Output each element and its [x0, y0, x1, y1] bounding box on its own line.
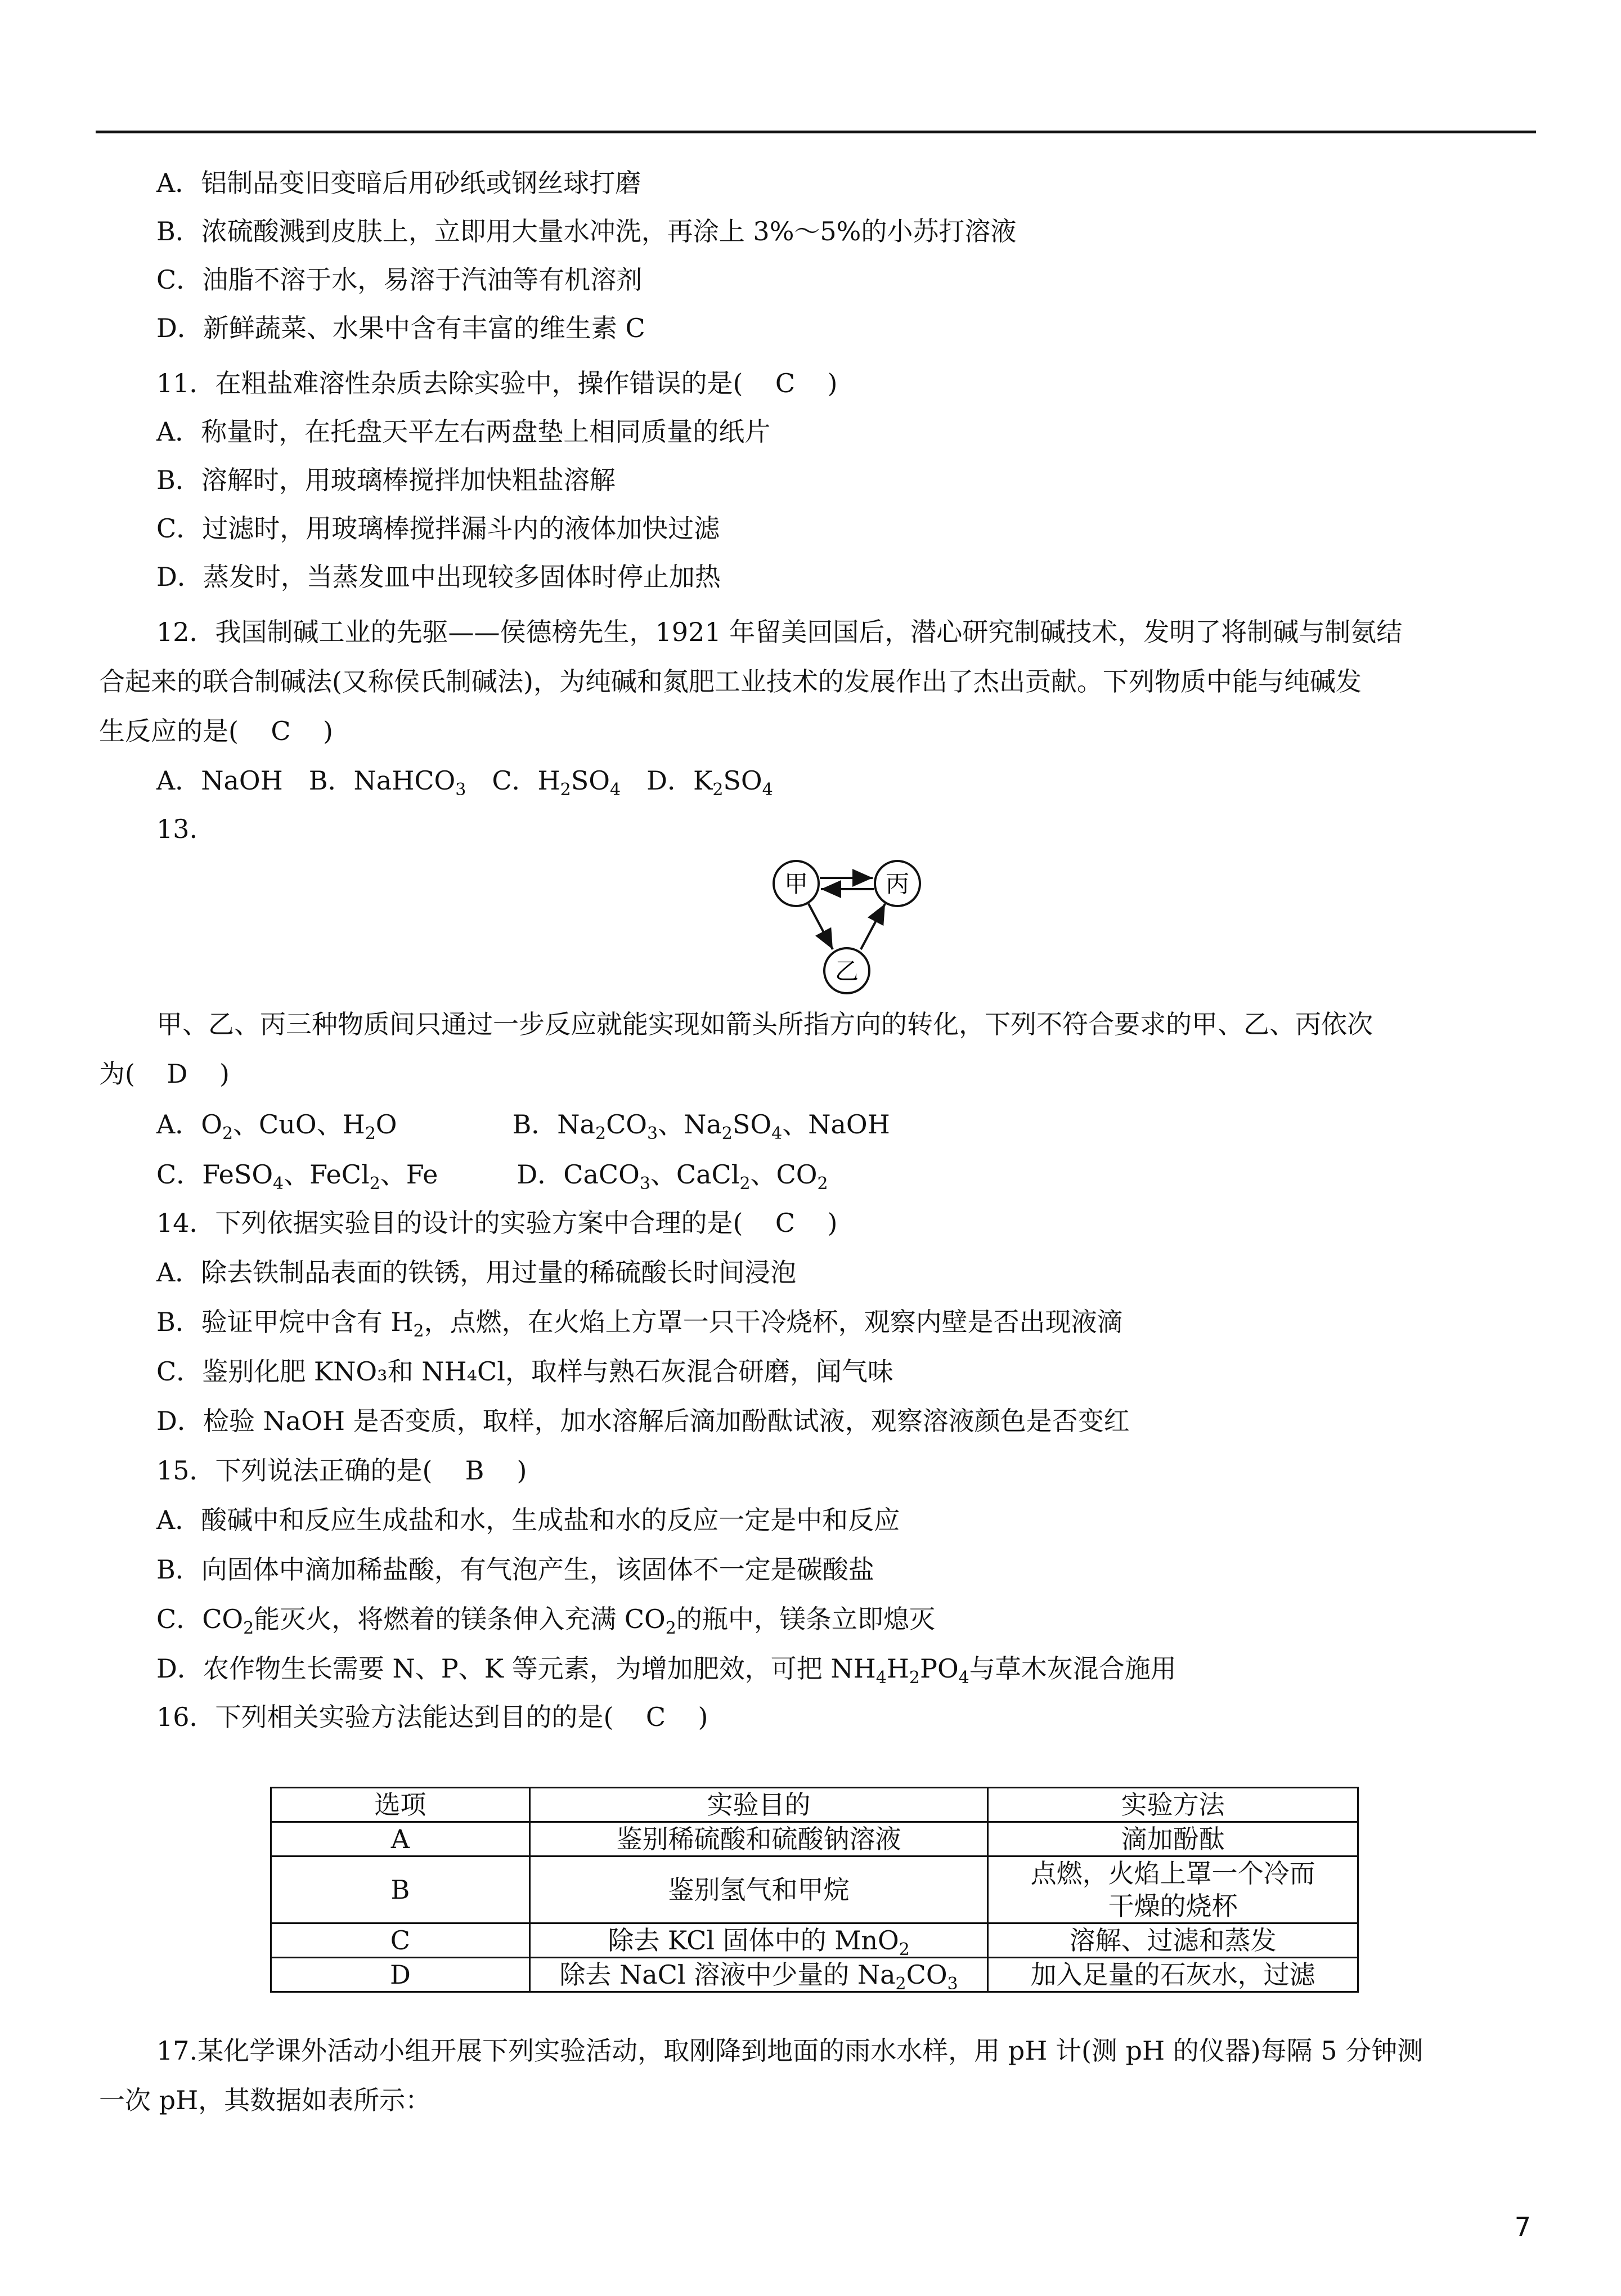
q15-stem: 15．下列说法正确的是( B )	[156, 1454, 527, 1487]
table-cell-line: 干燥的烧杯	[1108, 1891, 1238, 1921]
table-cell: 鉴别氢气和甲烷	[529, 1856, 987, 1923]
table-cell: 鉴别稀硫酸和硫酸钠溶液	[529, 1822, 987, 1856]
q15-option-d: D．农作物生长需要 N、P、K 等元素，为增加肥效，可把 $NH_4H_2PO_4$与草木灰混合施用	[156, 1653, 1177, 1688]
q13-line-1: 甲、乙、丙三种物质间只通过一步反应就能实现如箭头所指方向的转化，下列不符合要求的甲、乙、丙依次	[156, 1009, 1373, 1039]
q14-answer: C	[775, 1208, 796, 1238]
table-cell: 加入足量的石灰水，过滤	[988, 1958, 1358, 1992]
q17-line-1: 17.某化学课外活动小组开展下列实验活动，取刚降到地面的雨水水样，用 pH 计(测 pH 的仪器)每隔 5 分钟测	[156, 2035, 1424, 2066]
q14-stem: 14．下列依据实验目的设计的实验方案中合理的是( C )	[156, 1206, 837, 1240]
table-header-cell: 实验方法	[988, 1788, 1358, 1822]
table-cell	[988, 1856, 1358, 1923]
header-rule	[96, 131, 1536, 133]
q16-answer: C	[645, 1702, 666, 1732]
node-jia-label: 甲	[784, 870, 809, 898]
table-row	[271, 1923, 1358, 1958]
q11-stem: 11．在粗盐难溶性杂质去除实验中，操作错误的是( C )	[156, 366, 837, 400]
q12-line-3: 生反应的是( C )	[99, 714, 333, 748]
q12-answer: C	[271, 716, 291, 746]
table-header-cell: 实验目的	[529, 1788, 987, 1822]
q14-option-b: B．验证甲烷中含有 $H_2$，点燃，在火焰上方罩一只干冷烧杯，观察内壁是否出现液滴	[156, 1307, 1123, 1341]
table-cell: C	[271, 1923, 530, 1958]
table-row	[271, 1958, 1358, 1992]
q14-option-c: C．鉴别化肥 KNO₃和 NH₄Cl，取样与熟石灰混合研磨，闻气味	[156, 1356, 893, 1387]
table-cell: 除去 NaCl 溶液中少量的 $Na_2CO_3$	[529, 1958, 987, 1992]
q14-option-a: A．除去铁制品表面的铁锈，用过量的稀硫酸长时间浸泡	[156, 1257, 797, 1288]
q15-option-b: B．向固体中滴加稀盐酸，有气泡产生，该固体不一定是碳酸盐	[156, 1554, 874, 1585]
q17-line-2: 一次 pH，其数据如表所示：	[99, 2085, 432, 2115]
table-cell: 滴加酚酞	[988, 1822, 1358, 1856]
q13-answer: D	[167, 1059, 188, 1089]
q11-option-b: B．溶解时，用玻璃棒搅拌加快粗盐溶解	[156, 465, 616, 495]
q13-line-2: 为( D )	[99, 1057, 230, 1091]
q15-option-a: A．酸碱中和反应生成盐和水，生成盐和水的反应一定是中和反应	[156, 1505, 900, 1535]
node-yi-label: 乙	[834, 957, 859, 985]
q12-line-2: 合起来的联合制碱法(又称侯氏制碱法)，为纯碱和氮肥工业技术的发展作出了杰出贡献。下列物质中能与纯碱发	[99, 666, 1362, 697]
table-row	[271, 1822, 1358, 1856]
arrow-jia-to-yi	[809, 904, 833, 949]
q10-option-b: B．浓硫酸溅到皮肤上，立即用大量水冲洗，再涂上 3%～5%的小苏打溶液	[156, 216, 1017, 246]
q13-number: 13.	[156, 814, 198, 844]
q10-option-d: D．新鲜蔬菜、水果中含有丰富的维生素 C	[156, 313, 645, 343]
table-row	[271, 1856, 1358, 1923]
table-cell: A	[271, 1822, 530, 1856]
table-cell: 除去 KCl 固体中的 MnO$_2$	[529, 1923, 987, 1958]
conversion-diagram	[765, 853, 928, 999]
experiment-table	[270, 1787, 1359, 1993]
table-cell: B	[271, 1856, 530, 1923]
q15-answer: B	[465, 1455, 484, 1486]
q11-option-d: D．蒸发时，当蒸发皿中出现较多固体时停止加热	[156, 562, 721, 592]
q16-stem: 16．下列相关实验方法能达到目的的是( C )	[156, 1700, 708, 1734]
table-cell: 溶解、过滤和蒸发	[988, 1923, 1358, 1958]
q10-option-c: C．油脂不溶于水，易溶于汽油等有机溶剂	[156, 264, 643, 295]
q14-option-d: D．检验 NaOH 是否变质，取样，加水溶解后滴加酚酞试液，观察溶液颜色是否变红	[156, 1406, 1130, 1436]
table-header-row	[271, 1788, 1358, 1822]
q10-option-a: A．铝制品变旧变暗后用砂纸或钢丝球打磨	[156, 168, 641, 198]
table-header-cell: 选项	[271, 1788, 530, 1822]
q11-answer: C	[775, 368, 796, 398]
q11-option-c: C．过滤时，用玻璃棒搅拌漏斗内的液体加快过滤	[156, 513, 720, 544]
node-bing-label: 丙	[885, 870, 910, 898]
q11-option-a: A．称量时，在托盘天平左右两盘垫上相同质量的纸片	[156, 416, 771, 447]
page-number: 7	[1514, 2212, 1531, 2242]
table-cell-line: 点燃，火焰上罩一个冷而	[1030, 1858, 1315, 1889]
table-cell: D	[271, 1958, 530, 1992]
q12-line-1: 12．我国制碱工业的先驱——侯德榜先生，1921 年留美回国后，潜心研究制碱技术，发明了将制碱与制氨结	[156, 617, 1403, 647]
q15-option-c: C．$CO_2$能灭火，将燃着的镁条伸入充满 $CO_2$的瓶中，镁条立即熄灭	[156, 1604, 935, 1638]
q13-options-ab: A．$O_2$、CuO、$H_2O$ B．$Na_2CO_3$、$Na_2SO_4$、NaOH	[156, 1109, 890, 1143]
q12-options: A．NaOH B．NaHCO$_3$ C．$H_2SO_4$ D．$K_2SO_4$	[156, 765, 773, 800]
arrow-yi-to-bing	[861, 904, 885, 949]
q13-options-cd: C．FeSO$_4$、FeCl$_2$、Fe D．CaCO$_3$、CaCl$_2$、$CO_2$	[156, 1159, 828, 1194]
